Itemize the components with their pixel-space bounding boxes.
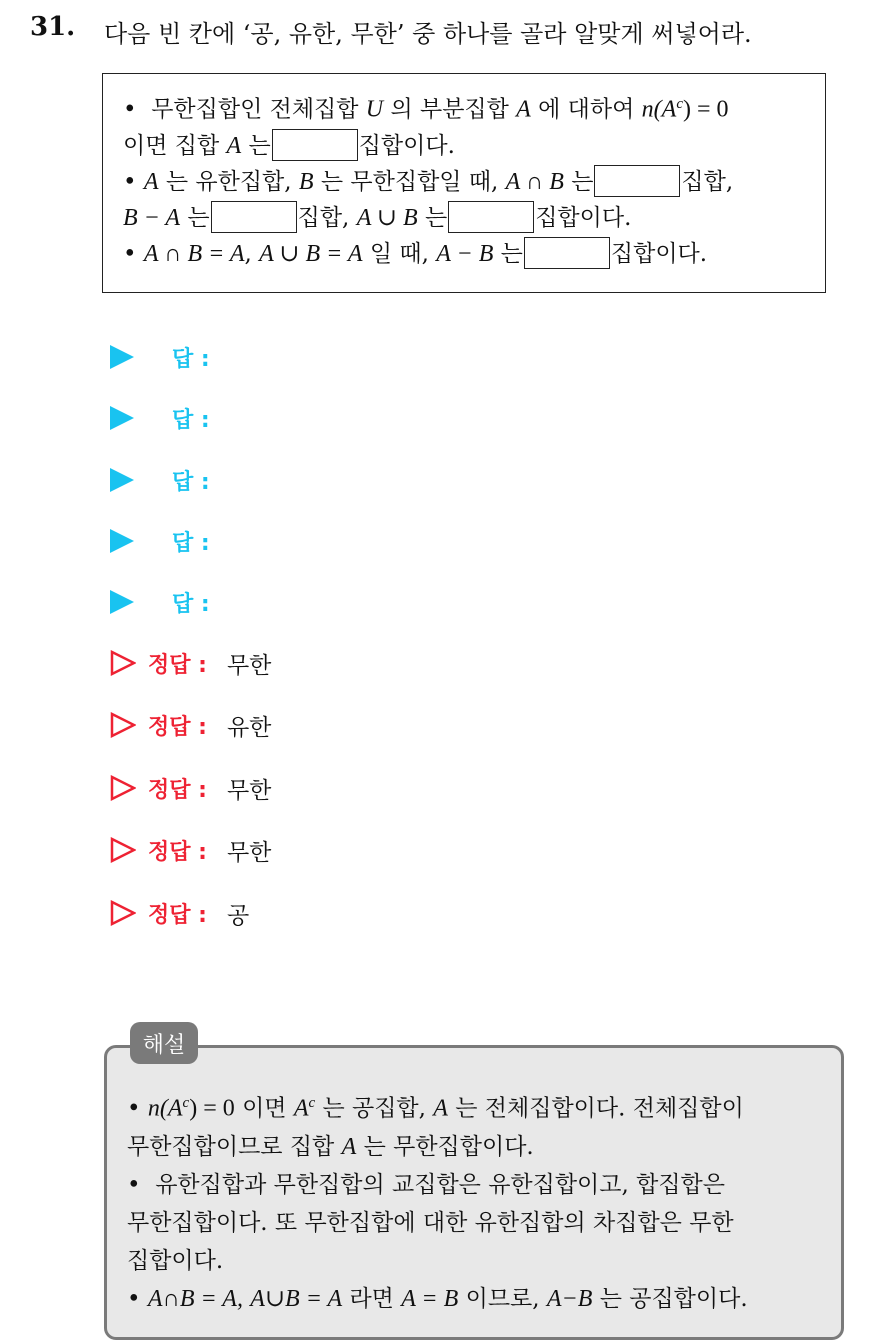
text: 일 때, xyxy=(369,240,429,267)
solution-value: 무한 xyxy=(226,652,272,679)
math-sup: c xyxy=(308,1095,316,1111)
text: 집합, xyxy=(297,204,350,231)
math: A xyxy=(516,96,531,123)
math: ) = 0 xyxy=(189,1095,235,1122)
question-number: 31. xyxy=(30,12,76,42)
math: A xyxy=(433,1095,448,1122)
math: A−B xyxy=(546,1285,593,1312)
text: 에 대하여 xyxy=(538,96,635,123)
bullet: • xyxy=(127,1171,148,1198)
play-triangle-icon xyxy=(110,529,134,553)
answer-label: 답 : xyxy=(172,346,210,372)
box-line-4 xyxy=(123,200,807,236)
math: n(A xyxy=(641,96,677,123)
blank-5[interactable] xyxy=(524,237,610,269)
play-triangle-icon xyxy=(110,590,134,614)
bullet: • xyxy=(127,1285,141,1312)
answer-label: 답 : xyxy=(172,407,210,433)
math-sup: c xyxy=(182,1095,190,1111)
outline-triangle-icon xyxy=(110,900,136,926)
math: A ∪ B xyxy=(356,204,418,231)
math: ) = 0 xyxy=(682,96,729,123)
solution-value: 유한 xyxy=(226,714,272,741)
answer-label: 답 : xyxy=(172,530,210,556)
play-triangle-icon xyxy=(110,406,134,430)
solution-value: 무한 xyxy=(226,839,272,866)
math: U xyxy=(365,96,384,123)
answer-row-5[interactable] xyxy=(110,587,210,617)
text: 라면 xyxy=(349,1285,394,1312)
text: 집합이다. xyxy=(358,132,455,159)
solution-row xyxy=(110,773,271,803)
answer-row-2[interactable] xyxy=(110,403,210,433)
math-sup: c xyxy=(676,96,683,112)
solution-label: 정답 : xyxy=(148,902,207,928)
solution-value: 공 xyxy=(226,902,250,929)
box-line-2 xyxy=(123,128,807,164)
bullet: • xyxy=(127,1095,141,1122)
text: 는 xyxy=(425,204,448,231)
text: 는 공집합이다. xyxy=(599,1285,748,1312)
outline-triangle-icon xyxy=(110,712,136,738)
blank-3[interactable] xyxy=(211,201,297,233)
explanation-tag: 해설 xyxy=(130,1022,198,1064)
bullet: • xyxy=(123,96,144,123)
outline-triangle-icon xyxy=(110,837,136,863)
play-triangle-icon xyxy=(110,345,134,369)
text: 는 xyxy=(500,240,523,267)
text: 집합이다. xyxy=(610,240,708,267)
blank-1[interactable] xyxy=(272,129,358,161)
text: , xyxy=(244,240,252,267)
math: A = B xyxy=(401,1285,459,1312)
text: 는 xyxy=(571,168,594,195)
answer-row-1[interactable] xyxy=(110,342,210,372)
explanation-line-6 xyxy=(127,1280,821,1318)
solution-label: 정답 : xyxy=(148,777,207,803)
text: 이므로, xyxy=(465,1285,540,1312)
bullet: • xyxy=(123,240,137,267)
math: A ∪ B = A xyxy=(259,240,363,267)
explanation-box xyxy=(104,1045,844,1340)
solution-label: 정답 : xyxy=(148,652,207,678)
math: A − B xyxy=(436,240,494,267)
explanation-line-2 xyxy=(127,1128,821,1166)
text: 는 xyxy=(187,204,210,231)
text: 는 무한집합이다. xyxy=(363,1133,534,1160)
math: n(A xyxy=(147,1095,183,1122)
math: A xyxy=(341,1133,357,1160)
text: 는 전체집합이다. 전체집합이 xyxy=(455,1095,744,1122)
box-line-3 xyxy=(123,164,807,200)
math: A∪B = A xyxy=(250,1285,343,1312)
text: 는 무한집합일 때, xyxy=(320,168,499,195)
text: 는 xyxy=(248,132,271,159)
explanation-line-5 xyxy=(127,1242,821,1280)
answer-row-4[interactable] xyxy=(110,526,210,556)
solution-row xyxy=(110,710,271,740)
question-box xyxy=(102,73,826,293)
math: B − A xyxy=(123,204,181,231)
solution-value: 무한 xyxy=(226,777,272,804)
bullet: • xyxy=(123,168,137,195)
solution-label: 정답 : xyxy=(148,714,207,740)
text: 유한집합과 무한집합의 교집합은 유한집합이고, 합집합은 xyxy=(155,1171,725,1198)
text: 무한집합이므로 집합 xyxy=(127,1133,335,1160)
solution-label: 정답 : xyxy=(148,839,207,865)
outline-triangle-icon xyxy=(110,650,136,676)
text: 는 공집합, xyxy=(322,1095,426,1122)
box-line-1 xyxy=(123,86,807,128)
text: 무한집합이다. 또 무한집합에 대한 유한집합의 차집합은 무한 xyxy=(127,1209,734,1236)
math: A xyxy=(143,168,159,195)
math: A ∩ B = A xyxy=(143,240,245,267)
math: B xyxy=(298,168,314,195)
explanation-line-3 xyxy=(127,1166,821,1204)
text: 이면 집합 xyxy=(123,132,220,159)
math: A xyxy=(293,1095,309,1122)
answer-label: 답 : xyxy=(172,469,210,495)
box-line-5 xyxy=(123,236,807,272)
blank-4[interactable] xyxy=(448,201,534,233)
outline-triangle-icon xyxy=(110,775,136,801)
text: 무한집합인 전체집합 xyxy=(151,96,359,123)
text: 이면 xyxy=(242,1095,287,1122)
solution-row xyxy=(110,835,271,865)
math: A xyxy=(226,132,242,159)
explanation-line-1 xyxy=(127,1084,821,1128)
answer-row-3[interactable] xyxy=(110,465,210,495)
solution-row xyxy=(110,648,271,678)
text: 의 부분집합 xyxy=(390,96,509,123)
blank-2[interactable] xyxy=(594,165,680,197)
text: 는 유한집합, xyxy=(165,168,292,195)
text: 집합, xyxy=(681,168,734,195)
math: A∩B = A, xyxy=(147,1285,243,1312)
explanation-line-4 xyxy=(127,1204,821,1242)
solution-row xyxy=(110,898,249,928)
question-prompt: 다음 빈 칸에 ‘공, 유한, 무한’ 중 하나를 골라 알맞게 써넣어라. xyxy=(104,20,752,48)
math: A ∩ B xyxy=(505,168,564,195)
answer-label: 답 : xyxy=(172,591,210,617)
text: 집합이다. xyxy=(127,1247,224,1274)
text: 집합이다. xyxy=(535,204,632,231)
play-triangle-icon xyxy=(110,468,134,492)
